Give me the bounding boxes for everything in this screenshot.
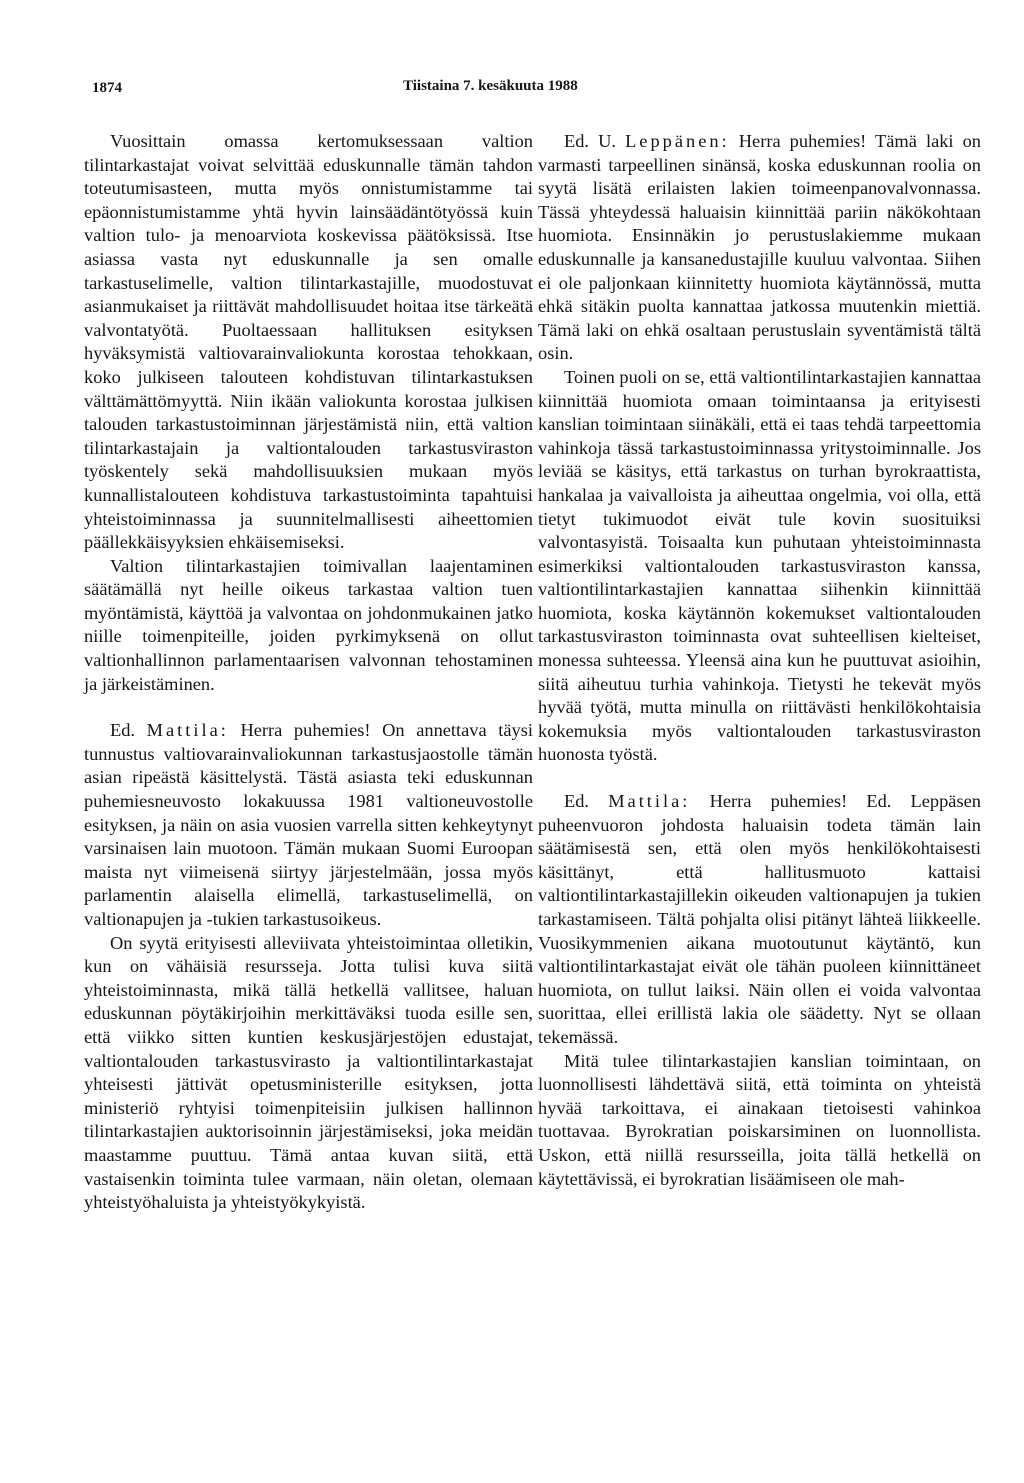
left-column [84, 130, 533, 1215]
speech-text: Herra puhemies! Tämä laki on varmasti tarpeellinen sinänsä, koska eduskunnan roolia on syytä lisätä erilaisten lakien toimeenpanovalvonnassa. Tässä yhteydessä haluaisin kiinnittää pariin näkökohtaan huomiota. Ensinnäkin jo perustuslakiemme mukaan eduskunnalle ja kansanedustajille kuuluu valvontaa. Siihen ei ole paljonkaan kiinnitetty huomiota käytännössä, mutta ehkä sitäkin puolta kannattaa jatkossa muutenkin miettiä. Tämä laki on ehkä osaltaan perustuslain syventämistä tältä osin. [538, 131, 981, 364]
speech-text: Herra puhemies! Ed. Leppäsen puheenvuoron johdosta haluaisin todeta tämän lain säätämisestä sen, että olen myös henkilökohtaisesti käsittänyt, että hallitusmuoto kattaisi valtiontilintarkastajillekin oikeuden valtionapujen ja tukien tarkastamiseen. Tältä pohjalta olisi pitänyt lähteä liikkeelle. Vuosikymmenien aikana muotoutunut käytäntö, kun valtiontilintarkastajat eivät ole tähän puoleen kiinnittäneet huomiota, on tullut laiksi. Näin ollen ei voida valvontaa suorittaa, ellei erillistä lakia ole säädetty. Nyt se ollaan tekemässä. [538, 791, 981, 1047]
page-number: 1874 [92, 80, 122, 96]
speaker-name: Leppänen: [625, 131, 730, 151]
speech-paragraph [84, 719, 533, 931]
right-column [538, 130, 981, 1191]
paragraph: Vuosittain omassa kertomuksessaan valtion tilintarkastajat voivat selvittää eduskunnalle tämän tahdon toteutumisasteen, mutta myös onnistumistamme tai epäonnistumistamme yhtä hyvin lainsäädäntötyössä kuin valtion tulo- ja menoarviota koskevissa päätöksissä. Itse asiassa vasta nyt eduskunnalle ja sen omalle tarkastuselimelle, valtion tilintarkastajille, muodostuvat asianmukaiset ja riittävät mahdollisuudet hoitaa itse tärkeätä valvontatyötä. Puoltaessaan hallituksen esityksen hyväksymistä valtiovarainvaliokunta korostaa tehokkaan, koko julkiseen talouteen kohdistuvan tilintarkastuksen välttämättömyyttä. Niin ikään valiokunta korostaa julkisen talouden tarkastustoiminnan järjestämistä niin, että valtion tilintarkastajain ja valtiontalouden tarkastusviraston työskentely sekä mahdollisuuksien mukaan myös kunnallistalouteen kohdistuva tarkastustoiminta tapahtuisi yhteistoiminnassa ja suunnitelmallisesti aiheettomien päällekkäisyyksien ehkäisemiseksi. [84, 131, 533, 553]
running-head: Tiistaina 7. kesäkuuta 1988 [403, 78, 578, 94]
paragraph: On syytä erityisesti alleviivata yhteistoimintaa olletikin, kun on vähäisiä resursseja. Jotta tulisi kuva siitä yhteistoiminnasta, mikä tällä hetkellä vallitsee, haluan eduskunnan pöytäkirjoihin merkittäväksi tuoda esille sen, että viikko sitten kuntien keskusjärjestöjen edustajat, valtiontalouden tarkastusvirasto ja valtiontilintarkastajat yhteisesti jättivät opetusministerille esityksen, jotta ministeriö ryhtyisi toimenpiteisiin julkisen hallinnon tilintarkastajien auktorisoinnin järjestämiseksi, joka meidän maastamme puuttuu. Tämä antaa kuvan siitä, että vastaisenkin toiminta tulee varmaan, näin oletan, olemaan yhteistyöhaluista ja yhteistyökykyistä. [84, 932, 533, 1213]
speaker-name: Mattila: [608, 791, 691, 812]
paragraph: Toinen puoli on se, että valtiontilintarkastajien kannattaa kiinnittää huomiota omaan toimintaansa ja erityisesti kanslian toimintaan siinäkäli, että ei taas tehdä tarpeettomia vahinkoja tässä tarkastustoiminnassa yritystoiminnalle. Jos leviää se käsitys, että tarkastus on turhan byrokraattista, hankalaa ja vaivalloista ja aiheuttaa ongelmia, voi olla, että tietyt tukimuodot eivät tule kovin suosituiksi valvontasyistä. Toisaalta kun puhutaan yhteistoiminnasta esimerkiksi valtiontalouden tarkastusviraston kanssa, valtiontilintarkastajien kannattaa siihenkin kiinnittää huomiota, koska käytännön kokemukset valtiontalouden tarkastusviraston toiminnasta ovat suhteellisen kielteiset, monessa suhteessa. Yleensä aina kun he puuttuvat asioihin, siitä aiheutuu turhia vahinkoja. Tietysti he tekevät myös hyvää työtä, mutta minulla on riittävästi henkilökohtaisia kokemuksia myös valtiontalouden tarkastusviraston huonosta työstä. [538, 366, 981, 765]
paragraph: Valtion tilintarkastajien toimivallan laajentaminen säätämällä nyt heille oikeus tarkastaa valtion tuen myöntämistä, käyttöä ja valvontaa on johdonmukainen jatko niille toimenpiteille, joiden pyrkimyksenä on ollut valtionhallinnon parlamentaarisen valvonnan tehostaminen ja järkeistäminen. [84, 555, 533, 694]
speech-paragraph [538, 130, 981, 366]
speaker-prefix: Ed. [564, 791, 590, 812]
speaker-prefix: Ed. [110, 720, 136, 741]
speaker-prefix: Ed. U. [564, 131, 616, 151]
speaker-name: Mattila: [146, 720, 229, 741]
paragraph: Mitä tulee tilintarkastajien kanslian toimintaan, on luonnollisesti lähdettävä siitä, että toiminta on yhteistä hyvää tarkoittava, ei ainakaan tietoisesti vahinkoa tuottavaa. Byrokratian poiskarsiminen on luonnollista. Uskon, että niillä resursseilla, joita tällä hetkellä on käytettävissä, ei byrokratian lisäämiseen ole mah- [538, 1050, 981, 1189]
speech-text: Herra puhemies! On annettava täysi tunnustus valtiovarainvaliokunnan tarkastusjaostolle tämän asian ripeästä käsittelystä. Tästä asiasta teki eduskunnan puhemiesneuvosto lokakuussa 1981 valtioneuvostolle esityksen, ja näin on asia vuosien varrella sitten kehkeytynyt varsinaisen lain muotoon. Tämän mukaan Suomi Euroopan maista nyt viimeisenä siirtyy järjestelmään, jossa myös parlamentin alaisella elimellä, tarkastuselimellä, on valtionapujen ja -tukien tarkastusoikeus. [84, 720, 533, 929]
speech-paragraph [538, 790, 981, 1050]
